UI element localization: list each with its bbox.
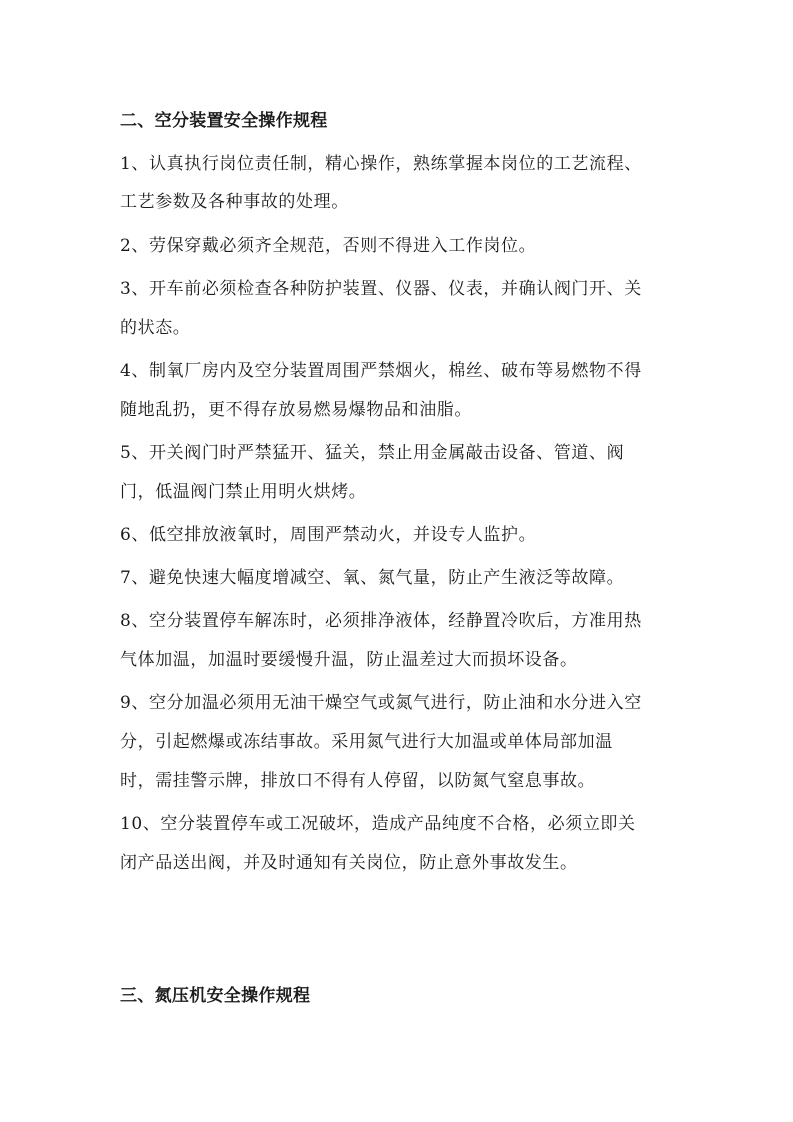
- paragraph-line: 3、开车前必须检查各种防护装置、仪器、仪表，并确认阀门开、关: [120, 279, 642, 299]
- paragraph-line: 时，需挂警示牌，排放口不得有人停留，以防氮气窒息事故。: [120, 771, 596, 791]
- paragraph-line: 闭产品送出阀，并及时通知有关岗位，防止意外事故发生。: [120, 853, 578, 873]
- paragraph-line: 6、低空排放液氧时，周围严禁动火，并设专人监护。: [120, 525, 537, 545]
- paragraph-line: 9、空分加温必须用无油干燥空气或氮气进行，防止油和水分进入空: [120, 693, 642, 713]
- paragraph-line: 10、空分装置停车或工况破坏，造成产品纯度不合格，必须立即关: [120, 814, 636, 834]
- paragraph-line: 7、避免快速大幅度增减空、氧、氮气量，防止产生液泛等故障。: [120, 568, 625, 588]
- paragraph-line: 随地乱扔，更不得存放易燃易爆物品和油脂。: [120, 400, 472, 420]
- paragraph-line: 5、开关阀门时严禁猛开、猛关，禁止用金属敲击设备、管道、阀: [120, 443, 625, 463]
- paragraph-line: 8、空分装置停车解冻时，必须排净液体，经静置冷吹后，方准用热: [120, 611, 642, 631]
- paragraph-line: 的状态。: [120, 318, 191, 338]
- paragraph-line: 气体加温，加温时要缓慢升温，防止温差过大而损坏设备。: [120, 650, 578, 670]
- section-3-heading: 三、氮压机安全操作规程: [120, 986, 311, 1006]
- section-2-heading: 二、空分装置安全操作规程: [120, 111, 328, 131]
- paragraph-line: 分，引起燃爆或冻结事故。采用氮气进行大加温或单体局部加温: [120, 732, 613, 752]
- paragraph-line: 门，低温阀门禁止用明火烘烤。: [120, 482, 367, 502]
- paragraph-line: 工艺参数及各种事故的处理。: [120, 192, 349, 212]
- paragraph-line: 4、制氧厂房内及空分装置周围严禁烟火，棉丝、破布等易燃物不得: [120, 361, 642, 381]
- paragraph-line: 1、认真执行岗位责任制，精心操作，熟练掌握本岗位的工艺流程、: [120, 154, 642, 174]
- paragraph-line: 2、劳保穿戴必须齐全规范，否则不得进入工作岗位。: [120, 236, 537, 256]
